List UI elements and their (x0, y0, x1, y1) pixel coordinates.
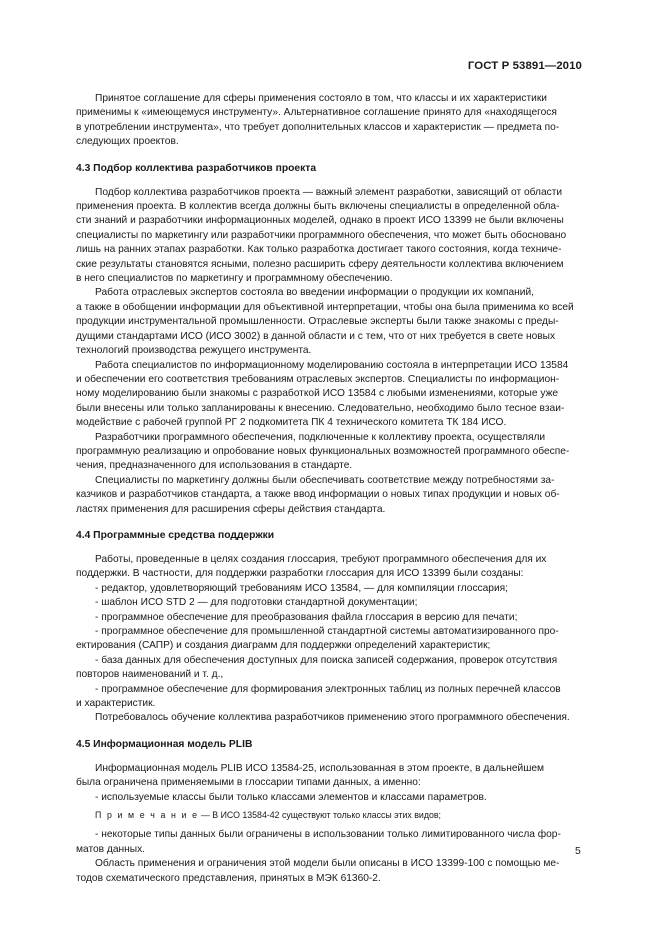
text-line: Разработчики программного обеспечения, подключенные к коллективу проекта, осуществляли (95, 431, 546, 443)
note (76, 808, 581, 822)
section-4-3-heading: 4.3 Подбор коллектива разработчиков проекта (76, 162, 317, 174)
section-4-4-closing (76, 711, 581, 725)
text-line: ластях применения для расширения сферы действия стандарта. (76, 503, 386, 515)
note-text: — В ИСО 13584-42 существуют только классы этих видов; (198, 810, 441, 821)
page-number: 5 (575, 846, 581, 857)
text-line: ектирования (САПР) и создания диаграмм для поддержки определений характеристик; (76, 640, 491, 652)
text-line: - программное обеспечение для формирования электронных таблиц из полных перечней классов (95, 683, 561, 695)
section-4-4-paragraph-1 (76, 553, 581, 582)
text-line: модействие с рабочей группой РГ 2 подкомитета ПК 4 технического комитета ТК 184 ИСО. (76, 417, 507, 429)
text-line: технологий производства режущего инструмента. (76, 345, 312, 357)
section-4-3-paragraph-2 (76, 286, 581, 358)
text-line: чения, предназначенного для использования в стандарте. (76, 460, 353, 472)
text-line: сти знаний и разработчики информационных моделей, однако в проект ИСО 13399 не были включены (76, 215, 564, 227)
list-item (76, 828, 581, 857)
text-line: Работа специалистов по информационному моделированию состояла в интерпретации ИСО 13584 (95, 359, 569, 371)
text-line: Область применения и ограничения этой модели были описаны в ИСО 13399-100 с помощью ме- (95, 858, 560, 870)
section-4-5-heading: 4.5 Информационная модель PLIB (76, 738, 253, 750)
text-line: - некоторые типы данных были ограничены в использовании только лимитированного числа фор- (95, 829, 561, 841)
text-line: Потребовалось обучение коллектива разработчиков применению этого программного обеспечения. (95, 712, 570, 724)
text-line: повторов наименований и т. д., (76, 669, 224, 681)
text-line: программную реализацию и опробование новых функциональных возможностей программного обеспе- (76, 445, 570, 457)
text-line: Подбор коллектива разработчиков проекта — важный элемент разработки, зависящий от области (95, 186, 563, 198)
document-body (76, 92, 581, 886)
text-line: - редактор, удовлетворяющий требованиям ИСО 13584, — для компиляции глоссария; (95, 582, 508, 594)
text-line: была ограничена применяемыми в глоссарии типами данных, а именно: (76, 777, 421, 789)
text-line: и обеспечении его соответствия требованиям отраслевых экспертов. Специалисты по информацион- (76, 373, 560, 385)
text-line: - база данных для обеспечения доступных для поиска записей содержания, проверок отсутствия (95, 654, 558, 666)
text-line: - шаблон ИСО STD 2 — для подготовки стандартной документации; (95, 597, 418, 609)
text-line: Работа отраслевых экспертов состояла во введении информации о продукции их компаний, (95, 287, 535, 299)
text-line: продукции инструментальной промышленности. Отраслевые эксперты были также знакомы с преды- (76, 316, 559, 328)
text-line: Работы, проведенные в целях создания глоссария, требуют программного обеспечения для их (95, 553, 547, 565)
text-line: тодов схематического представления, принятых в МЭК 61360-2. (76, 872, 381, 884)
text-line: Информационная модель PLIB ИСО 13584-25, использованная в этом проекте, в дальнейшем (95, 762, 545, 774)
text-line: - программное обеспечение для промышленной стандартной системы автоматизированного про- (95, 626, 559, 637)
section-4-5-paragraph-2 (76, 857, 581, 886)
text-line: матов данных. (76, 843, 146, 855)
list-item (76, 625, 581, 654)
section-4-5-paragraph-1 (76, 762, 581, 791)
text-line: ному моделированию были знакомы с разработкой ИСО 13584 с любыми изменениями, которые уже (76, 388, 559, 400)
text-line: и характеристик. (76, 698, 156, 710)
text-line: дущими стандартами ИСО (ИСО 3002) в данной области и с тем, что от них требуется в свете новых (76, 330, 556, 342)
text-line: применения проекта. В коллектив всегда должны быть включены специалисты в определенной обла- (76, 201, 560, 213)
text-line: применимы к «имеющемуся инструменту». Альтернативное соглашение принято для «находящегося (76, 107, 557, 119)
text-line: ские результаты становятся ясными, полезно расширить сферу деятельности коллектива включением (76, 258, 564, 270)
intro-paragraph (76, 92, 581, 150)
standard-header: ГОСТ Р 53891—2010 (467, 60, 582, 72)
text-line: в него специалистов по маркетингу и программному обеспечению. (76, 273, 393, 285)
section-4-3-paragraph-4 (76, 431, 581, 474)
section-4-3-paragraph-5 (76, 474, 581, 517)
text-line: были внесены или только запланированы к внесению. Следовательно, необходимо было тесное взаи- (76, 402, 565, 414)
text-line: следующих проектов. (76, 136, 179, 148)
list-item (76, 611, 581, 625)
list-item (76, 654, 581, 683)
section-4-4-heading: 4.4 Программные средства поддержки (76, 529, 275, 541)
text-line: казчиков и разработчиков стандарта, а также ввод информации о новых типах продукции и новых об- (76, 489, 560, 501)
list-item (76, 596, 581, 610)
text-line: - используемые классы были только классами элементов и классами параметров. (95, 791, 487, 803)
text-line: а также в обобщении информации для объективной интерпретации, чтобы она была применима ко всей (76, 301, 574, 313)
text-line: поддержки. В частности, для поддержки разработки глоссария для ИСО 13399 были созданы: (76, 568, 524, 580)
section-4-3-paragraph-3 (76, 359, 581, 431)
text-line: Принятое соглашение для сферы применения состояло в том, что классы и их характеристики (95, 93, 547, 104)
text-line: - программное обеспечение для преобразования файла глоссария в версию для печати; (95, 611, 518, 623)
list-item (76, 791, 581, 805)
list-item (76, 582, 581, 596)
text-line: специалисты по маркетингу или разработчики программного обеспечения, что может быть обосновано (76, 229, 567, 241)
text-line: Специалисты по маркетингу должны были обеспечивать соответствие между потребностями за- (95, 474, 555, 486)
text-line: лишь на ранних этапах разработки. Как только разработка достигает такого состояния, когда техниче- (76, 244, 562, 256)
text-line: в употреблении инструмента», что требует дополнительных классов и характеристик — предмета по- (76, 121, 560, 133)
section-4-3-paragraph-1 (76, 186, 581, 287)
note-label: П р и м е ч а н и е (95, 810, 199, 821)
list-item (76, 683, 581, 712)
